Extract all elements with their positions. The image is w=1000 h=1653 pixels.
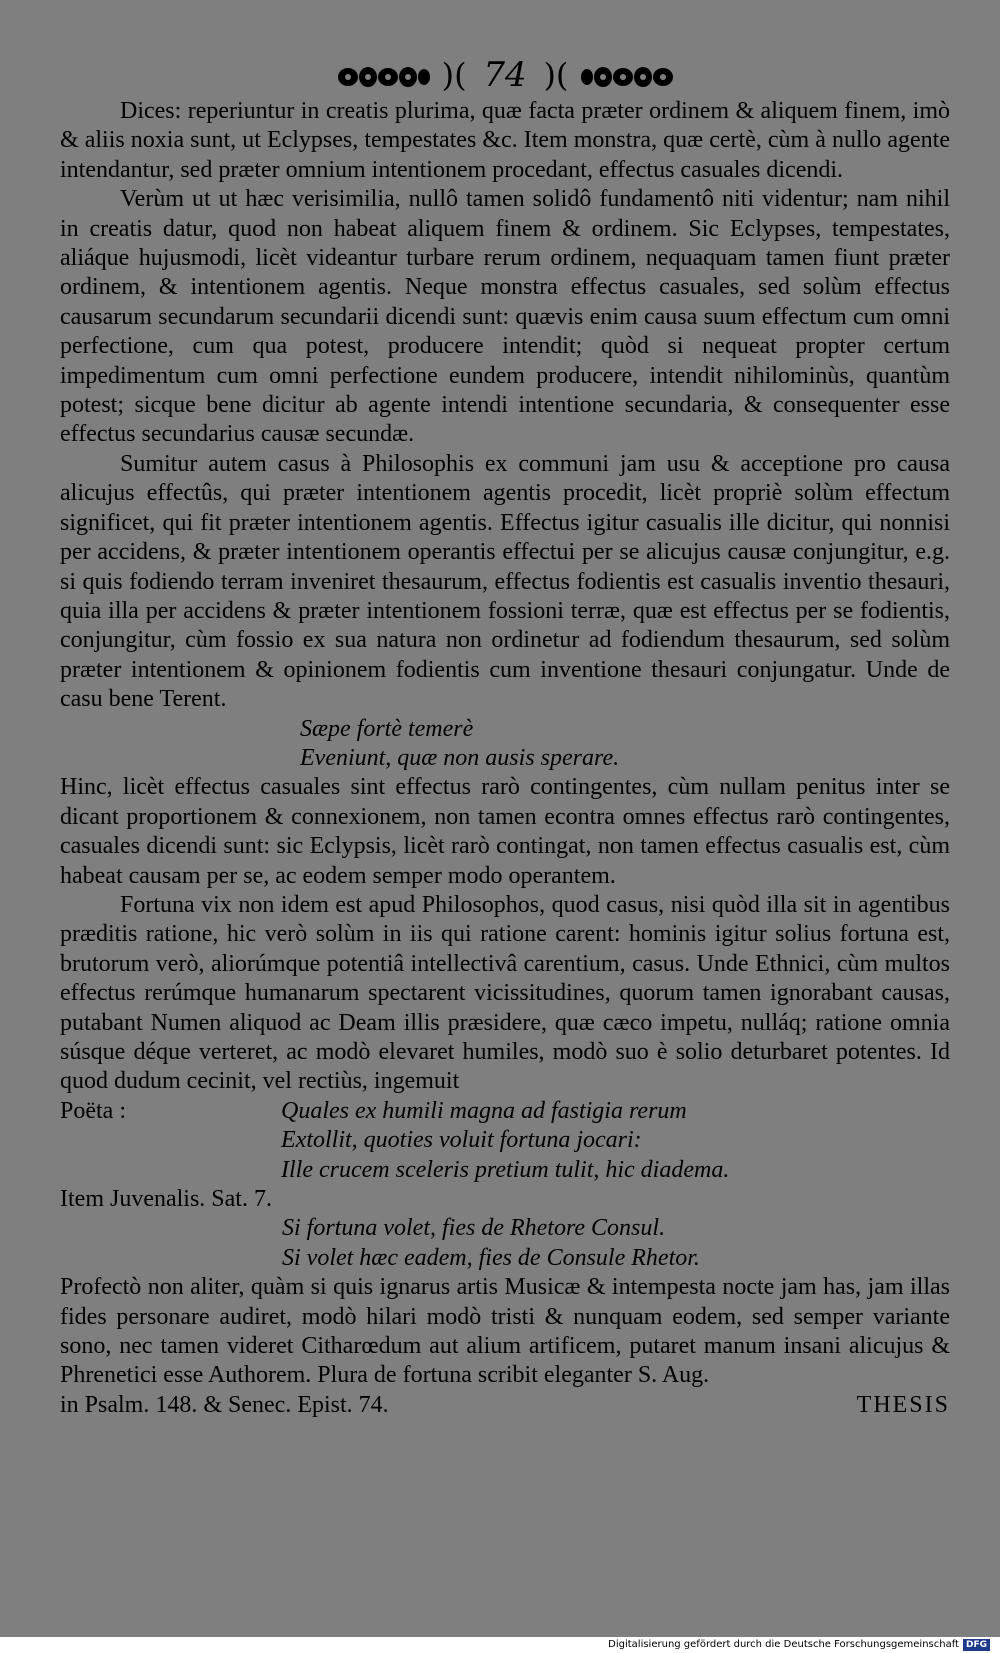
citation: in Psalm. 148. & Senec. Epist. 74. [60, 1391, 389, 1418]
left-ornament-icon [336, 64, 431, 90]
verse-line: Ille crucem sceleris pretium tulit, hic diadema. [281, 1156, 730, 1183]
book-page [60, 55, 950, 1420]
catchword: THESIS [856, 1391, 950, 1418]
paragraph-sumitur: Sumitur autem casus à Philosophis ex communi jam usu & acceptione pro causa alicujus effectûs, qui præter intentionem agentis procedit, licèt propriè solùm effectum significet, qui fit præter intentionem agentis. Effectus igitur casualis ille dicitur, qui nonnisi per accidens, & præter intentionem operantis effectui per se alicujus causæ conjungitur, e.g. si quis fodiendo terram inveniret thesaurum, effectus fodientis est casualis inventio thesauri, quia illa per accidens & præter intentionem fossioni terræ, quæ est effectus per se fodientis, conjungitur, cùm fossio ex sua natura non ordinetur ad fodiendum thesaurum, sed solùm præter intentionem & opinionem fodientis cum inventione thesauri conjungatur. Unde de casu bene Terent. [60, 450, 950, 713]
footer-text: Digitalisierung gefördert durch die Deutsche Forschungsgemeinschaft [608, 1639, 959, 1650]
paragraph-hinc: Hinc, licèt effectus casuales sint effectus rarò contingentes, cùm nullam penitus inter se dicant proportionem & connexionem, non tamen econtra omnes effectus rarò contingentes, casuales dicendi sunt: sic Eclypsis, licèt rarò contingat, non tamen effectus casualis est, cùm habeat causam per se, ac eodem semper modo operantem. [60, 774, 950, 889]
juvenal-label: Item Juvenalis. Sat. 7. [60, 1186, 272, 1213]
verse-line: Extollit, quoties voluit fortuna jocari: [281, 1127, 642, 1154]
page-body [60, 97, 950, 1420]
verse-line: Eveniunt, quæ non ausis sperare. [300, 744, 620, 771]
dfg-logo: DFG [963, 1639, 990, 1651]
paragraph-dices: Dices: reperiuntur in creatis plurima, quæ facta præter ordinem & aliquem finem, imò & aliis noxia sunt, ut Eclypses, tempestates &c. Item monstra, quæ certè, cùm à nullo agente intendantur, sed præter omnium intentionem procedant, effectus casuales dicendi. [60, 98, 950, 183]
footer [604, 1638, 994, 1652]
closing-line [60, 1391, 950, 1420]
paragraph-fortuna: Fortuna vix non idem est apud Philosophos, quod casus, nisi quòd illa sit in agentibus præditis ratione, hic verò solùm in iis qui ratione carent: hominis igitur solius fortuna est, brutorum verò, aliorúmque potentiâ intellectivâ carentium, casus. Unde Ethnici, cùm multos effectus rerúmque humanarum spectarent vicissitudines, quorum tamen ignorabant causas, putabant Numen aliquod ac Deam illis præsidere, quæ cæco impetu, nulláq; ratione omnia súsque déque verteret, ac modò elevaret humiles, modò suo è solio deturbaret potentes. Id quod dudum cecinit, vel rectiùs, ingemuit [60, 891, 950, 1095]
poeta-label: Poëta : [60, 1097, 126, 1124]
verse-poeta [60, 1097, 950, 1126]
verse-line: Quales ex humili magna ad fastigia rerum [281, 1097, 687, 1124]
page-number: 74 [483, 55, 527, 95]
verse-terence [60, 715, 950, 774]
paragraph-profecto: Profectò non aliter, quàm si quis ignarus artis Musicæ & intempesta nocte jam has, jam illas fides personare audiret, modò hilari modò tristi & nunquam eodem, sed semper variante sono, nec tamen videret Citharœdum aut alium artificem, putaret manum insani alicujus & Phrenetici esse Authorem. Plura de fortuna scribit eleganter S. Aug. [60, 1274, 950, 1389]
verse-line: Si fortuna volet, fies de Rhetore Consul. [282, 1215, 666, 1242]
paragraph-verum: Verùm ut ut hæc verisimilia, nullô tamen solidô fundamentô niti videntur; nam nihil in creatis datur, quod non habeat aliquem finem & ordinem. Sic Eclypses, tempestates, aliáque hujusmodi, licèt videantur turbare rerum ordinem, nequaquam tamen fiunt præter ordinem, & intentionem agentis. Neque monstra effectus casuales, sed solùm effectus causarum secundarum secundarii dicendi sunt: quævis enim causa suum effectum cum omni perfectione, cum qua potest, producere intendit; quòd si nequeat propter certum impedimentum cum omni perfectione eundem producere, intendit nihilominùs, quantùm potest; sicque bene dicitur ab agente intendi intentione secundaria, & consequenter esse effectus secundarius causæ secundæ. [60, 186, 950, 448]
page-header: )( 74 )( [60, 55, 950, 95]
verse-line: Si volet hæc eadem, fies de Consule Rhetor. [282, 1244, 700, 1271]
verse-line: Sæpe fortè temerè [300, 715, 474, 742]
right-ornament-icon [579, 64, 674, 90]
